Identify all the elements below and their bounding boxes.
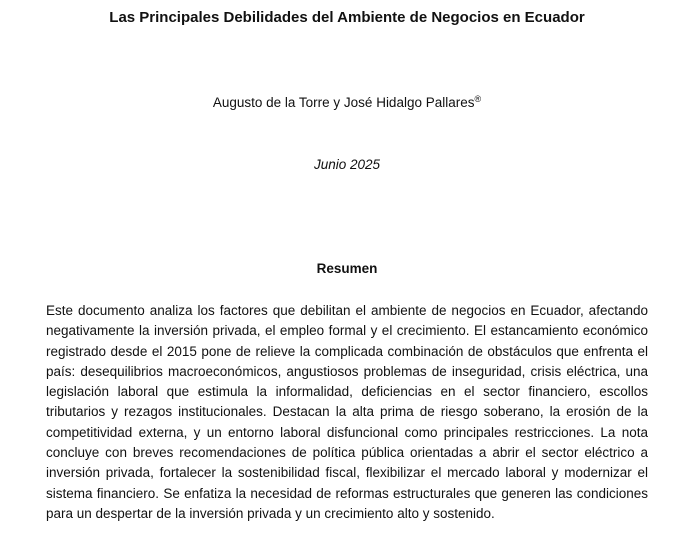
paper-date: Junio 2025 xyxy=(313,157,381,172)
authors-names: Augusto de la Torre y José Hidalgo Pallares xyxy=(212,95,475,110)
abstract-heading: Resumen xyxy=(316,261,378,276)
paper-title: Las Principales Debilidades del Ambiente de Negocios en Ecuador xyxy=(109,9,585,26)
abstract-paragraph: Este documento analiza los factores que debilitan el ambiente de negocios en Ecuador, afectando negativamente la inversión privada, el empleo formal y el crecimiento. El estancamiento económico registrado desde el 2015 pone de relieve la complicada combinación de obstáculos que enfrenta el país: desequilibrios macroeconómicos, angustiosos problemas de inseguridad, crisis eléctrica, una legislación laboral que estimula la informalidad, deficiencias en el sector financiero, escollos tributarios y rezagos institucionales. Destacan la alta prima de riesgo soberano, la erosión de la competitividad externa, y un entorno laboral disfuncional como principales restricciones. La nota concluye con breves recomendaciones de política pública orientadas a abrir el sector eléctrico a inversión privada, fortalecer la sostenibilidad fiscal, flexibilizar el mercado laboral y modernizar el sistema financiero. Se enfatiza la necesidad de reformas estructurales que generen las condiciones para un despertar de la inversión privada y un crecimiento alto y sostenido. xyxy=(46,303,648,521)
authors-footnote-mark: ® xyxy=(474,94,482,104)
paper-authors xyxy=(0,94,694,112)
